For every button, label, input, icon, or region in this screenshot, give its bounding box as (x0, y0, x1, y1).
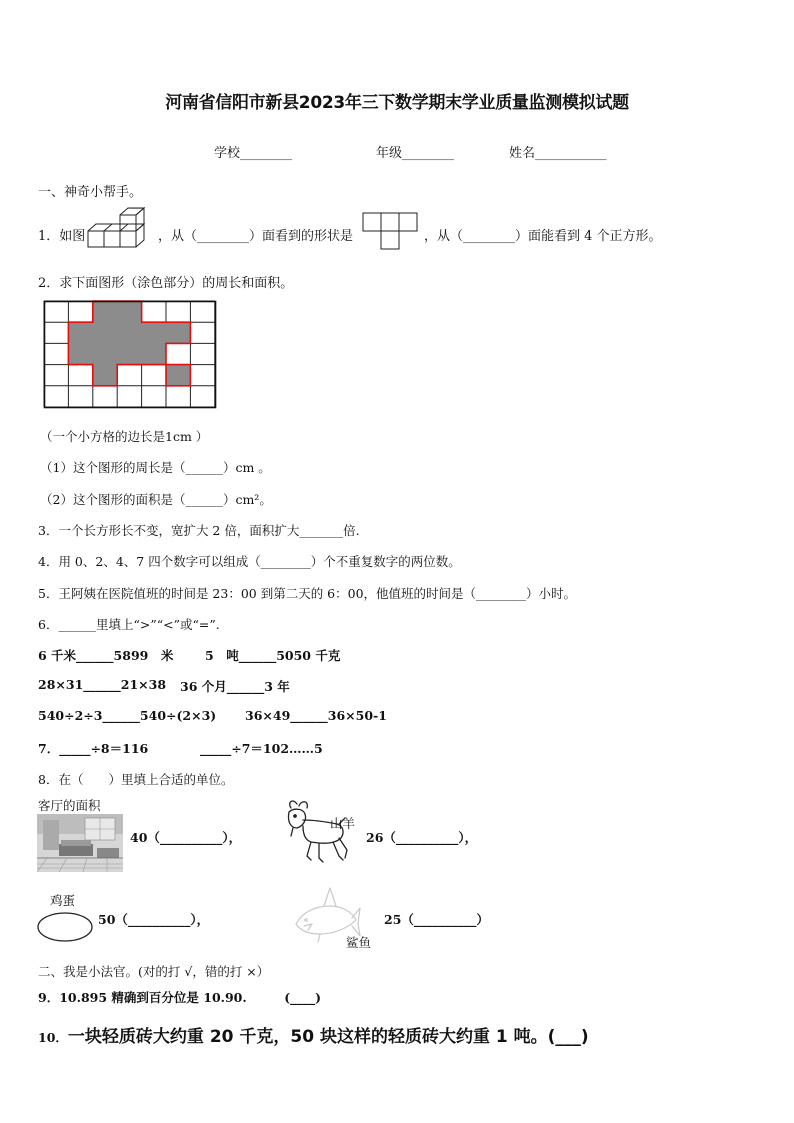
egg-answer: 50（__________）， (98, 912, 210, 927)
q6-row1-a: 6 千米______5899 米 (38, 648, 174, 663)
q10-text: 一块轻质砖大约重 20 千克，50 块这样的轻质砖大约重 1 吨。(___) (67, 1027, 589, 1047)
q6-row1-b: 5 吨______5050 千克 (205, 648, 341, 663)
living-room-image (37, 814, 123, 872)
q10 (38, 1022, 589, 1047)
q1-suffix: ，从（________）面能看到 4 个正方形。 (424, 229, 662, 244)
q4: 4．用 0、2、4、7 四个数字可以组成（________）个不重复数字的两位数。 (38, 554, 461, 569)
q6-row2-a: 28×31______21×38 (38, 677, 167, 692)
school-field: 学校________ (214, 146, 293, 161)
q2-part1: （1）这个图形的周长是（______）cm 。 (40, 460, 271, 475)
q6-row3-a: 540÷2÷3______540÷(2×3) (38, 708, 217, 723)
page-title: 河南省信阳市新县2023年三下数学期末学业质量监测模拟试题 (165, 93, 629, 113)
section-1-heading: 一、神奇小帮手。 (38, 185, 143, 200)
living-room-label: 客厅的面积 (38, 798, 101, 813)
q2-stem: 2．求下面图形（涂色部分）的周长和面积。 (38, 276, 294, 291)
egg-label: 鸡蛋 (50, 893, 76, 908)
goat-image (283, 798, 356, 872)
egg-image (36, 910, 96, 944)
name-field: 姓名___________ (509, 146, 607, 161)
q1-prefix: 1．如图 (38, 229, 86, 244)
q7-a: 7．_____÷8＝116 (38, 741, 149, 756)
grade-field: 年级________ (376, 146, 455, 161)
goat-answer: 26（__________）， (366, 830, 478, 845)
q8-stem: 8．在（ ）里填上合适的单位。 (38, 772, 234, 787)
side-view-figure (362, 212, 422, 252)
q6-stem: 6．______里填上“>”“<”或“=”. (38, 617, 220, 632)
q9: 9．10.895 精确到百分位是 10.90. (____) (38, 990, 322, 1005)
section-2-heading: 二、我是小法官。(对的打 √，错的打 ×） (38, 964, 270, 979)
q1-middle: ，从（________）面看到的形状是 (158, 229, 354, 244)
q6-row3-b: 36×49______36×50-1 (245, 708, 387, 723)
q6-row2-b: 36 个月______3 年 (180, 679, 290, 694)
q10-number: 10． (38, 1030, 68, 1045)
living-room-answer: 40（__________）， (130, 830, 242, 845)
shaded-grid-figure (44, 301, 218, 409)
q2-part2: （2）这个图形的面积是（______）cm²。 (40, 492, 272, 507)
q2-note: （一个小方格的边长是1cm ） (40, 429, 209, 444)
q3: 3．一个长方形长不变，宽扩大 2 倍，面积扩大_______倍. (38, 523, 360, 538)
q7-b: _____÷7＝102……5 (200, 741, 323, 756)
shaded-region (68, 301, 190, 386)
cube-stack-figure (86, 204, 156, 252)
shark-answer: 25（__________） (384, 912, 489, 927)
shark-label: 鲨鱼 (346, 935, 372, 950)
goat-label: 山羊 (330, 816, 356, 831)
q5: 5．王阿姨在医院值班的时间是 23：00 到第二天的 6：00，他值班的时间是（________）小时。 (38, 586, 577, 601)
